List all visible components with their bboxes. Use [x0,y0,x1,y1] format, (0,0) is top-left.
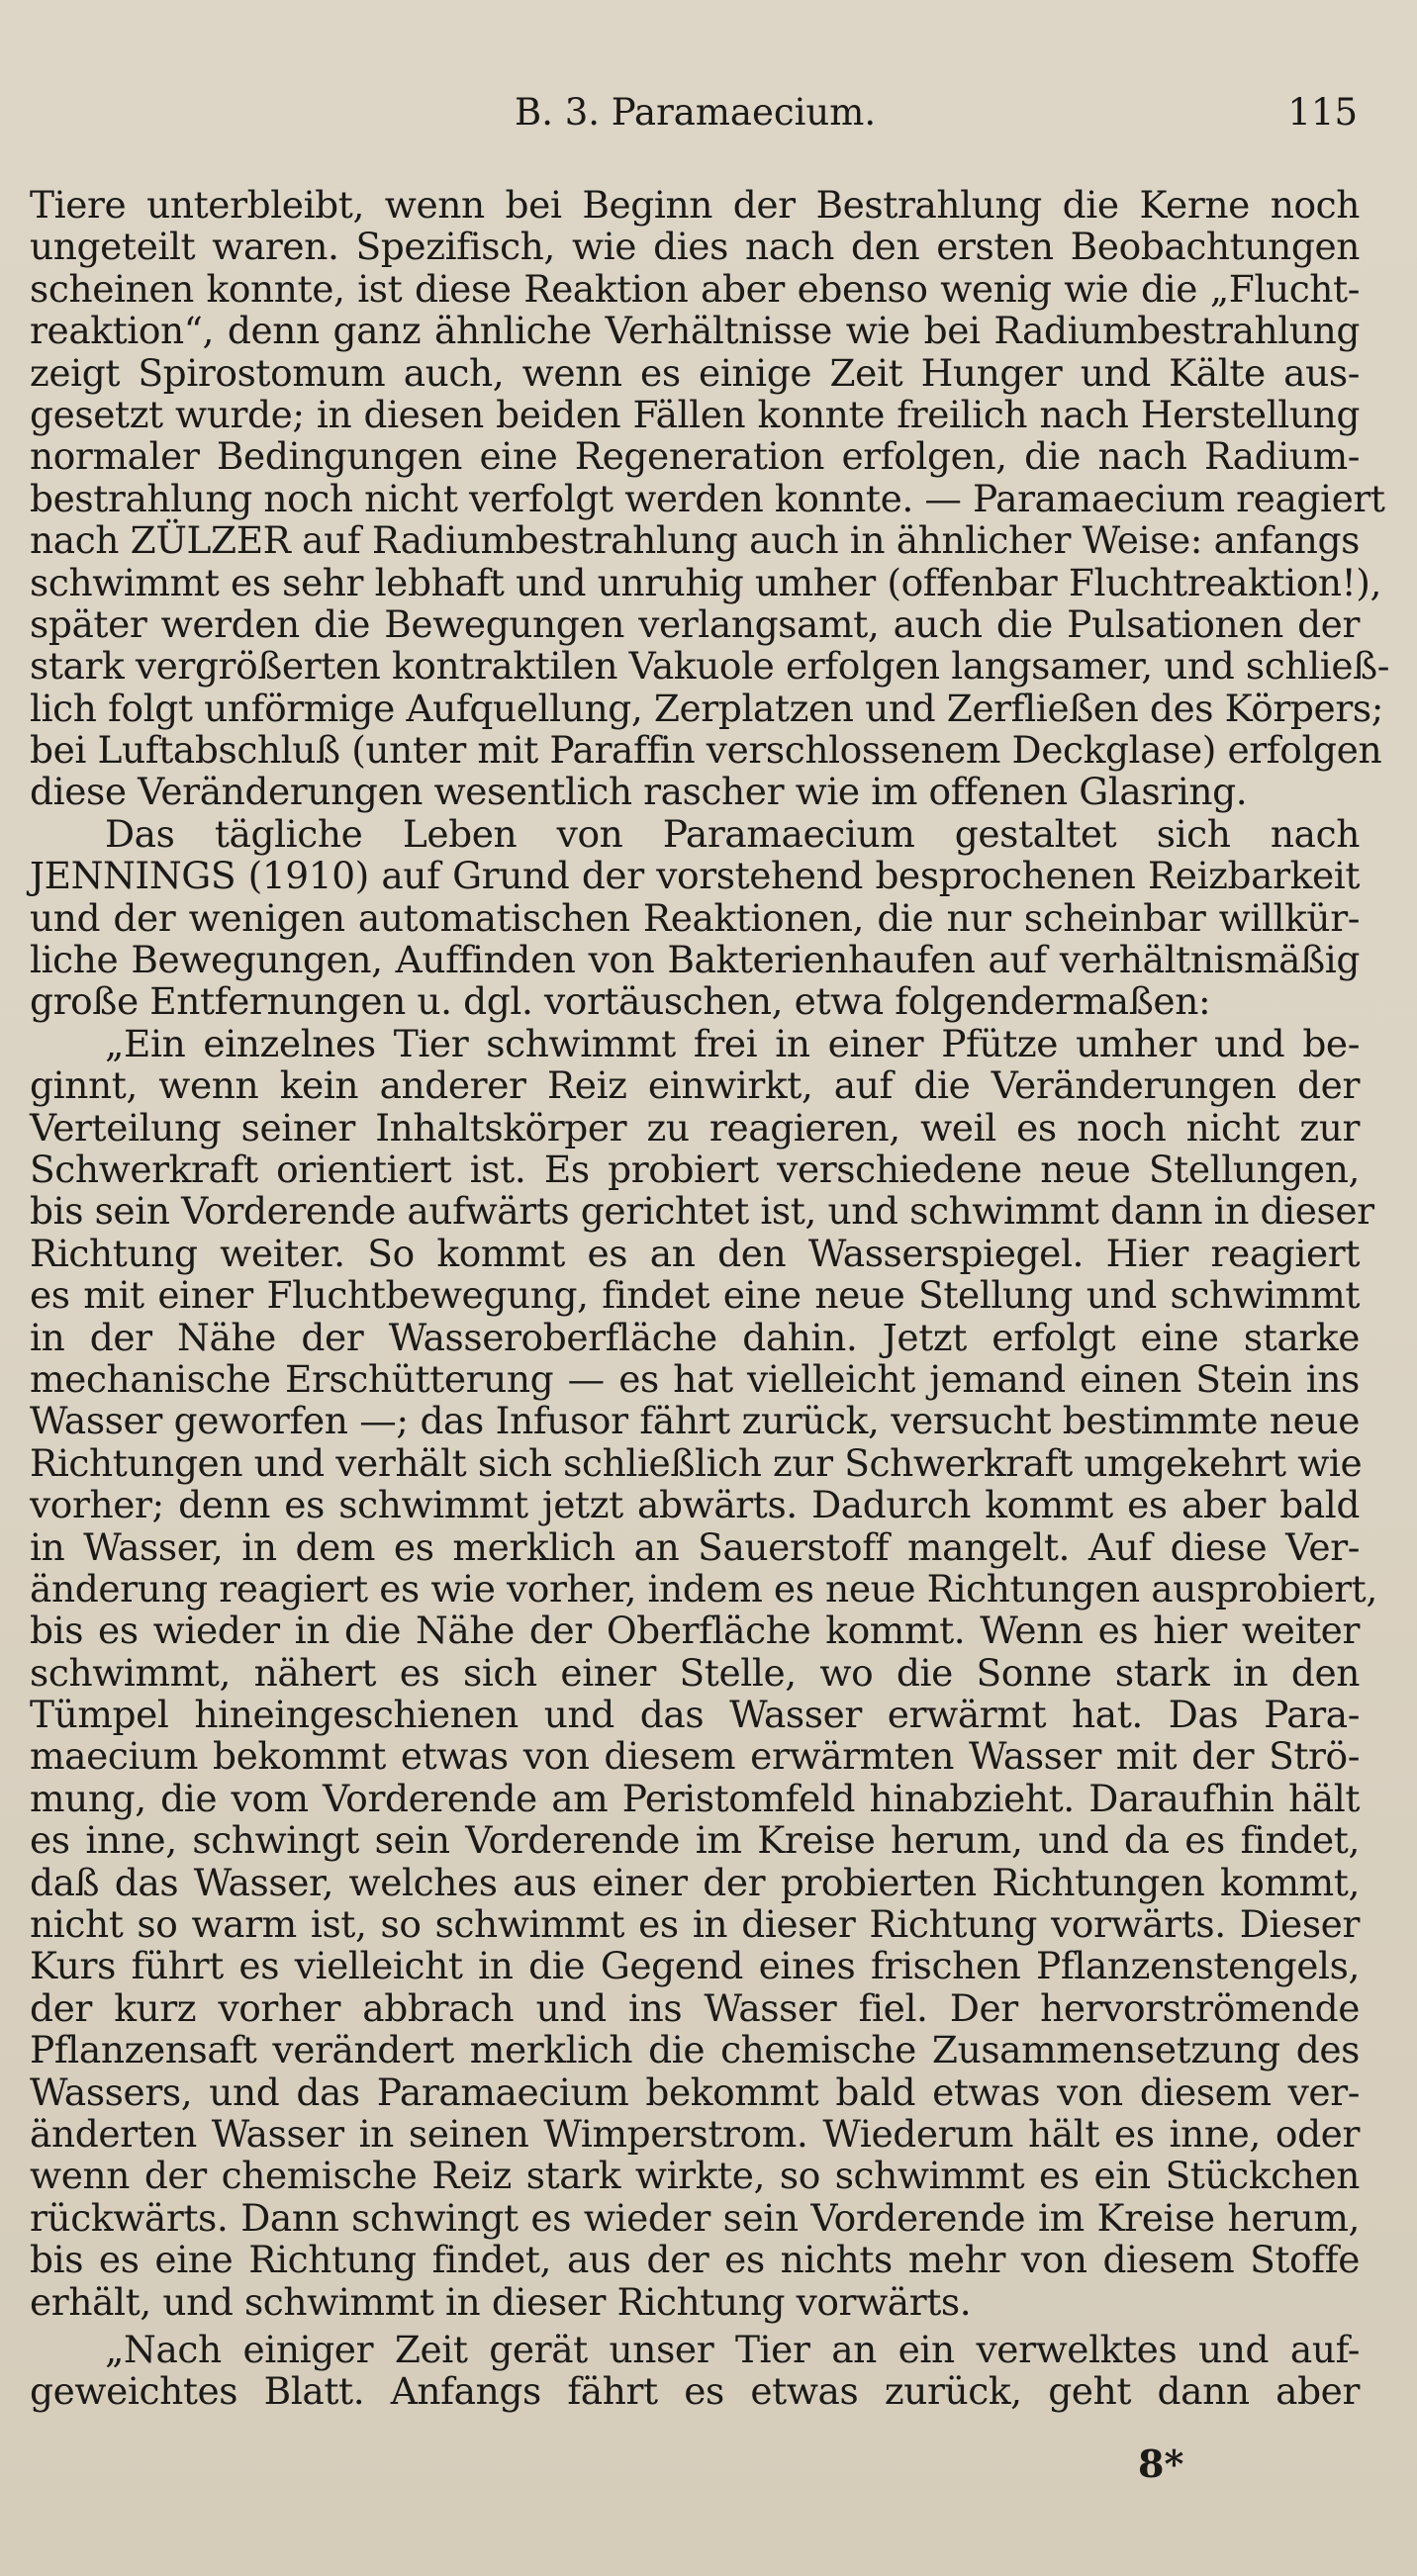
paragraph [30,813,1360,1023]
text-line: Wasser geworfen —; das Infusor fährt zurück, versucht bestimmte neue [30,1399,1360,1443]
text-line: nicht so warm ist, so schwimmt es in dieser Richtung vorwärts. Dieser [30,1902,1360,1947]
text-line: „Ein einzelnes Tier schwimmt frei in einer Pfütze umher und be- [105,1021,1360,1065]
text-line: zeigt Spirostomum auch, wenn es einige Zeit Hunger und Kälte aus- [30,350,1360,395]
text-line: Wassers, und das Paramaecium bekommt bald etwas von diesem ver- [30,2070,1360,2114]
text-line: ginnt, wenn kein anderer Reiz einwirkt, auf die Veränderungen der [30,1063,1360,1108]
text-line: Schwerkraft orientiert ist. Es probiert verschiedene neue Stellungen, [30,1147,1360,1191]
signature-mark: 8* [1138,2441,1184,2486]
text-line: vorher; denn es schwimmt jetzt abwärts. Dadurch kommt es aber bald [30,1483,1360,1527]
text-line: mung, die vom Vorderende am Peristomfeld hinabzieht. Daraufhin hält [30,1776,1360,1820]
text-line: bis sein Vorderende aufwärts gerichtet ist, und schwimmt dann in dieser [30,1189,1374,1234]
text-line: der kurz vorher abbrach und ins Wasser fiel. Der hervorströmende [30,1985,1360,2030]
text-line: gesetzt wurde; in diesen beiden Fällen konnte freilich nach Herstellung [30,392,1360,436]
text-line: scheinen konnte, ist diese Reaktion aber ebenso wenig wie die „Flucht- [30,266,1360,311]
text-line: schwimmt, nähert es sich einer Stelle, wo die Sonne stark in den [30,1650,1360,1695]
text-line: ungeteilt waren. Spezifisch, wie dies nach den ersten Beobachtungen [30,225,1360,269]
text-line: große Entfernungen u. dgl. vortäuschen, etwa folgendermaßen: [30,979,1211,1024]
text-line: lich folgt unförmige Aufquellung, Zerplatzen und Zerfließen des Körpers; [30,686,1383,730]
text-line: mechanische Erschütterung — es hat vielleicht jemand einen Stein ins [30,1356,1360,1401]
text-line: erhält, und schwimmt in dieser Richtung vorwärts. [30,2279,972,2324]
text-line: reaktion“, denn ganz ähnliche Verhältnisse wie bei Radiumbestrahlung [30,309,1360,353]
running-title: B. 3. Paramaecium. [515,91,877,134]
text-line: schwimmt es sehr lebhaft und unruhig umher (offenbar Fluchtreaktion!), [30,560,1382,604]
text-line: rückwärts. Dann schwingt es wieder sein Vorderende im Kreise herum, [30,2195,1360,2240]
text-line: Pflanzensaft verändert merklich die chemische Zusammensetzung des [30,2028,1360,2072]
text-line: es mit einer Fluchtbewegung, findet eine neue Stellung und schwimmt [30,1273,1360,1318]
text-line: später werden die Bewegungen verlangsamt, auch die Pulsationen der [30,601,1360,646]
quoted-paragraph [30,2329,1360,2413]
text-line: es inne, schwingt sein Vorderende im Kreise herum, und da es findet, [30,1818,1360,1863]
text-line: Richtung weiter. So kommt es an den Wasserspiegel. Hier reagiert [30,1231,1360,1275]
text-line: Kurs führt es vielleicht in die Gegend eines frischen Pflanzenstengels, [30,1944,1360,1988]
text-line: bei Luftabschluß (unter mit Paraffin verschlossenem Deckglase) erfolgen [30,728,1382,773]
text-line: liche Bewegungen, Auffinden von Bakterienhaufen auf verhältnismäßig [30,938,1360,982]
text-line: stark vergrößerten kontraktilen Vakuole erfolgen langsamer, und schließ- [30,644,1390,689]
running-header [0,91,1417,140]
text-line: Tümpel hineingeschienen und das Wasser erwärmt hat. Das Para- [30,1693,1360,1737]
text-line: bestrahlung noch nicht verfolgt werden konnte. — Paramaecium reagiert [30,476,1385,520]
text-line: in der Nähe der Wasseroberfläche dahin. Jetzt erfolgt eine starke [30,1315,1360,1359]
text-line: nach ZÜLZER auf Radiumbestrahlung auch in ähnlicher Weise: anfangs [30,518,1360,563]
text-line: daß das Wasser, welches aus einer der probierten Richtungen kommt, [30,1860,1360,1904]
text-line: wenn der chemische Reiz stark wirkte, so schwimmt es ein Stückchen [30,2154,1360,2198]
text-line: in Wasser, in dem es merklich an Sauerstoff mangelt. Auf diese Ver- [30,1524,1360,1569]
text-line: bis es wieder in die Nähe der Oberfläche kommt. Wenn es hier weiter [30,1609,1360,1653]
page-number: 115 [1287,91,1358,134]
text-line: und der wenigen automatischen Reaktionen, die nur scheinbar willkür- [30,895,1360,940]
text-line: „Nach einiger Zeit gerät unser Tier an ein verwelktes und auf- [105,2327,1360,2371]
quoted-paragraph [30,1021,1377,2324]
text-line: maecium bekommt etwas von diesem erwärmten Wasser mit der Strö- [30,1734,1360,1779]
body-text [30,183,1390,2414]
text-line: Richtungen und verhält sich schließlich zur Schwerkraft umgekehrt wie [30,1440,1363,1485]
text-line: Das tägliche Leben von Paramaecium gestaltet sich nach [105,811,1360,856]
text-line: Verteilung seiner Inhaltskörper zu reagieren, weil es noch nicht zur [30,1105,1360,1150]
text-line: normaler Bedingungen eine Regeneration erfolgen, die nach Radium- [30,434,1360,479]
text-line: Tiere unterbleibt, wenn bei Beginn der Bestrahlung die Kerne noch [30,183,1360,227]
text-line: geweichtes Blatt. Anfangs fährt es etwas zurück, geht dann aber [30,2369,1360,2414]
paragraph [30,183,1390,814]
text-line: änderung reagiert es wie vorher, indem es neue Richtungen ausprobiert, [30,1566,1377,1610]
text-line: JENNINGS (1910) auf Grund der vorstehend besprochenen Reizbarkeit [30,854,1360,898]
text-line: diese Veränderungen wesentlich rascher wie im offenen Glasring. [30,770,1248,814]
text-line: bis es eine Richtung findet, aus der es nichts mehr von diesem Stoffe [30,2238,1360,2282]
text-line: änderten Wasser in seinen Wimperstrom. Wiederum hält es inne, oder [30,2111,1360,2156]
